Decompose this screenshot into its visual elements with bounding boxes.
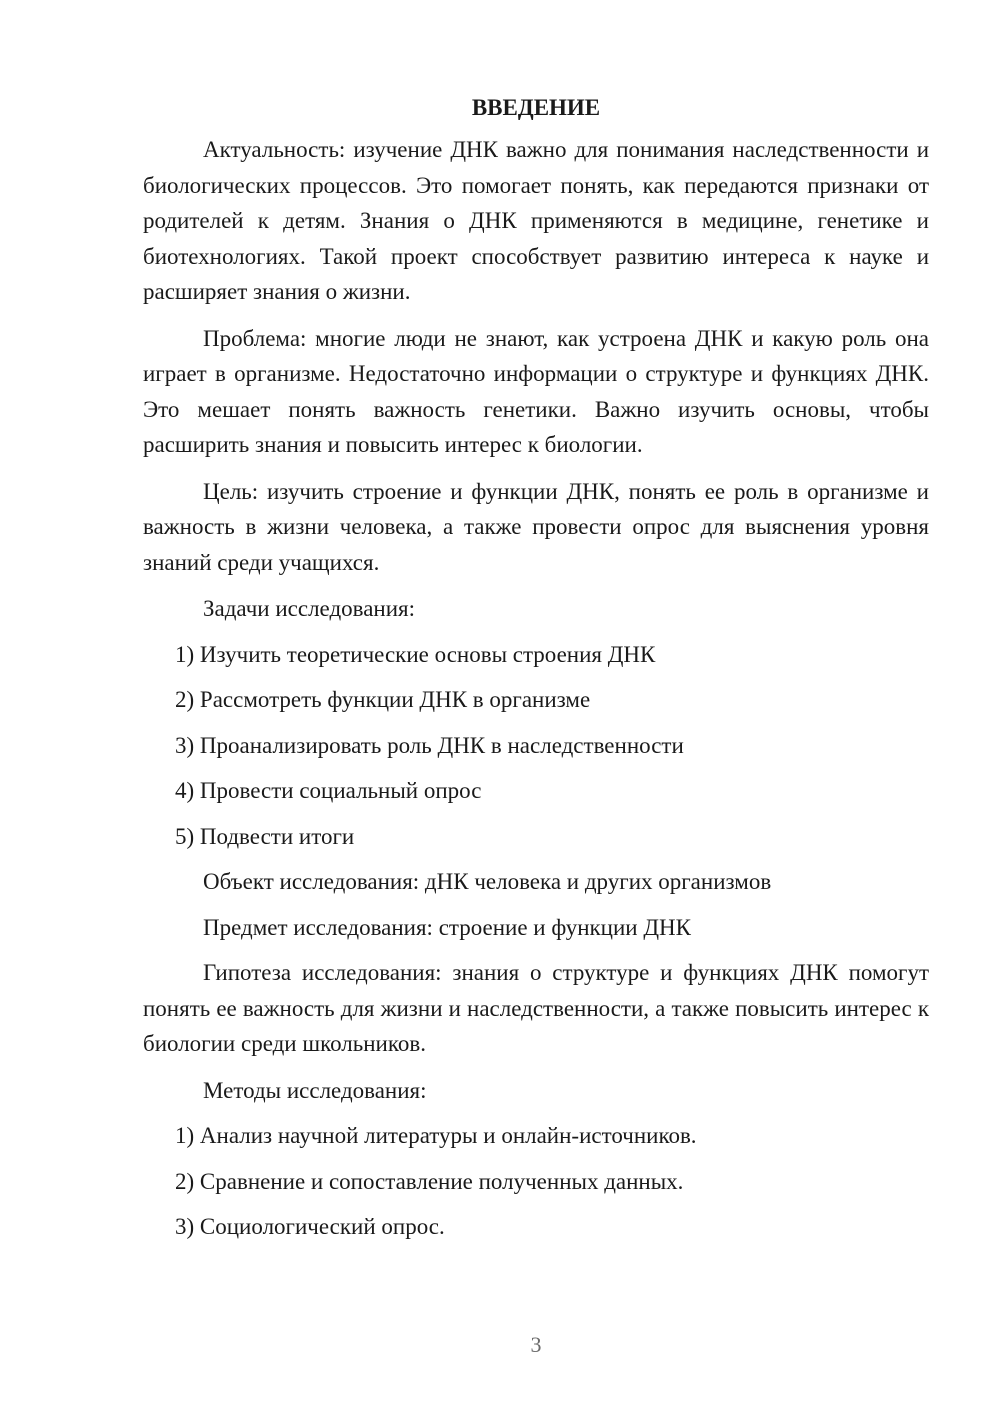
method-item: 2) Сравнение и сопоставление полученных данных. <box>175 1168 684 1194</box>
task-item: 4) Провести социальный опрос <box>175 778 482 803</box>
document-page <box>143 92 929 1255</box>
methods-heading: Методы исследования: <box>203 1077 427 1103</box>
tasks-heading: Задачи исследования: <box>203 596 416 621</box>
task-item: 3) Проанализировать роль ДНК в наследственности <box>175 732 684 758</box>
methods-list <box>143 1118 929 1255</box>
task-item: 1) Изучить теоретические основы строения ДНК <box>175 641 656 667</box>
page-number: 3 <box>530 1332 542 1357</box>
goal-paragraph: Цель: изучить строение и функции ДНК, понять ее роль в организме и важность в жизни человека, а также провести опрос для выяснения уровня знаний среди учащихся. <box>143 478 929 575</box>
research-object: Объект исследования: дНК человека и других организмов <box>203 869 772 894</box>
task-item: 5) Подвести итоги <box>175 823 355 849</box>
method-item: 3) Социологический опрос. <box>175 1214 445 1239</box>
hypothesis-paragraph: Гипотеза исследования: знания о структуре и функциях ДНК помогут понять ее важность для жизни и наследственности, а также повысить интерес к биологии среди школьников. <box>143 960 929 1056</box>
problem-paragraph: Проблема: многие люди не знают, как устроена ДНК и какую роль она играет в организме. Недостаточно информации о структуре и функциях ДНК. Это мешает понять важность генетики. Важно изучить основы, чтобы расширить знания и повысить интерес к биологии. <box>143 325 929 457</box>
task-item: 2) Рассмотреть функции ДНК в организме <box>175 687 591 712</box>
document-title: ВВЕДЕНИЕ <box>471 95 601 120</box>
method-item: 1) Анализ научной литературы и онлайн-источников. <box>175 1123 697 1148</box>
relevance-paragraph: Актуальность: изучение ДНК важно для понимания наследственности и биологических процессов. Это помогает понять, как передаются признаки от родителей к детям. Знания о ДНК применяются в медицине, генетике и биотехнологиях. Такой проект способствует развитию интереса к науке и расширяет знания о жизни. <box>143 137 929 304</box>
tasks-list <box>143 637 929 865</box>
research-subject: Предмет исследования: строение и функции ДНК <box>203 914 691 940</box>
